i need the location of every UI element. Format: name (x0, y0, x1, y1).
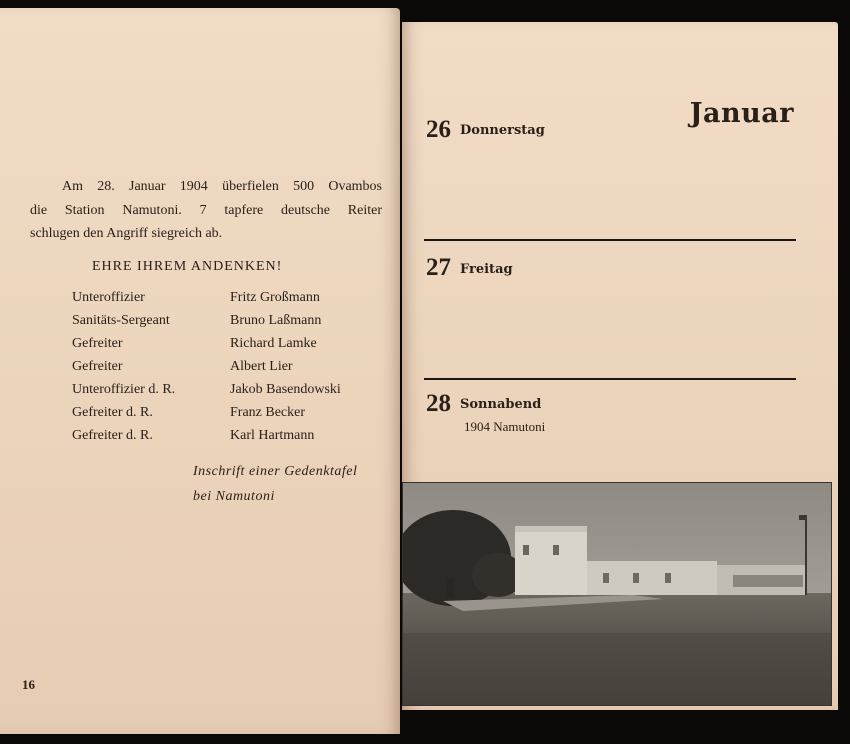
day-name: Freitag (460, 262, 513, 277)
day-number: 26 (426, 116, 451, 143)
right-page (402, 22, 838, 710)
roll-name: Karl Hartmann (230, 428, 315, 443)
roll-rank: Unteroffizier (72, 290, 145, 305)
day-note: 1904 Namutoni (464, 419, 546, 434)
day-name: Donnerstag (460, 123, 545, 138)
roll-rank: Gefreiter (72, 336, 123, 351)
fort-namutoni-photo (402, 482, 832, 706)
page-number: 16 (22, 677, 35, 692)
month-title: Januar (689, 98, 794, 129)
roll-rank: Sanitäts-Sergeant (72, 313, 170, 328)
roll-name: Franz Becker (230, 405, 306, 420)
roll-rank: Gefreiter d. R. (72, 428, 153, 443)
roll-name: Fritz Großmann (230, 290, 320, 305)
intro-line-1: Am 28. Januar 1904 überfielen 500 Ovambos (62, 179, 382, 194)
left-page (0, 8, 400, 734)
day-number: 27 (426, 254, 451, 281)
roll-name: Albert Lier (230, 359, 293, 374)
intro-line-3: schlugen den Angriff siegreich ab. (30, 226, 223, 241)
day-name: Sonnabend (460, 397, 542, 412)
plaque-caption-line-1: Inschrift einer Gedenktafel (193, 464, 358, 479)
roll-name: Jakob Basendowski (230, 382, 341, 397)
memorial-heading: EHRE IHREM ANDENKEN! (92, 259, 283, 274)
roll-rank: Unteroffizier d. R. (72, 382, 176, 397)
roll-rank: Gefreiter (72, 359, 123, 374)
day-number: 28 (426, 390, 451, 417)
plaque-caption-line-2: bei Namutoni (193, 489, 275, 504)
roll-rank: Gefreiter d. R. (72, 405, 153, 420)
fort-photo-image (403, 483, 831, 705)
divider-rule (424, 239, 796, 241)
roll-name: Bruno Laßmann (230, 313, 322, 328)
divider-rule (424, 378, 796, 380)
roll-name: Richard Lamke (230, 336, 317, 351)
intro-line-2: die Station Namutoni. 7 tapfere deutsche Reiter (30, 203, 382, 218)
